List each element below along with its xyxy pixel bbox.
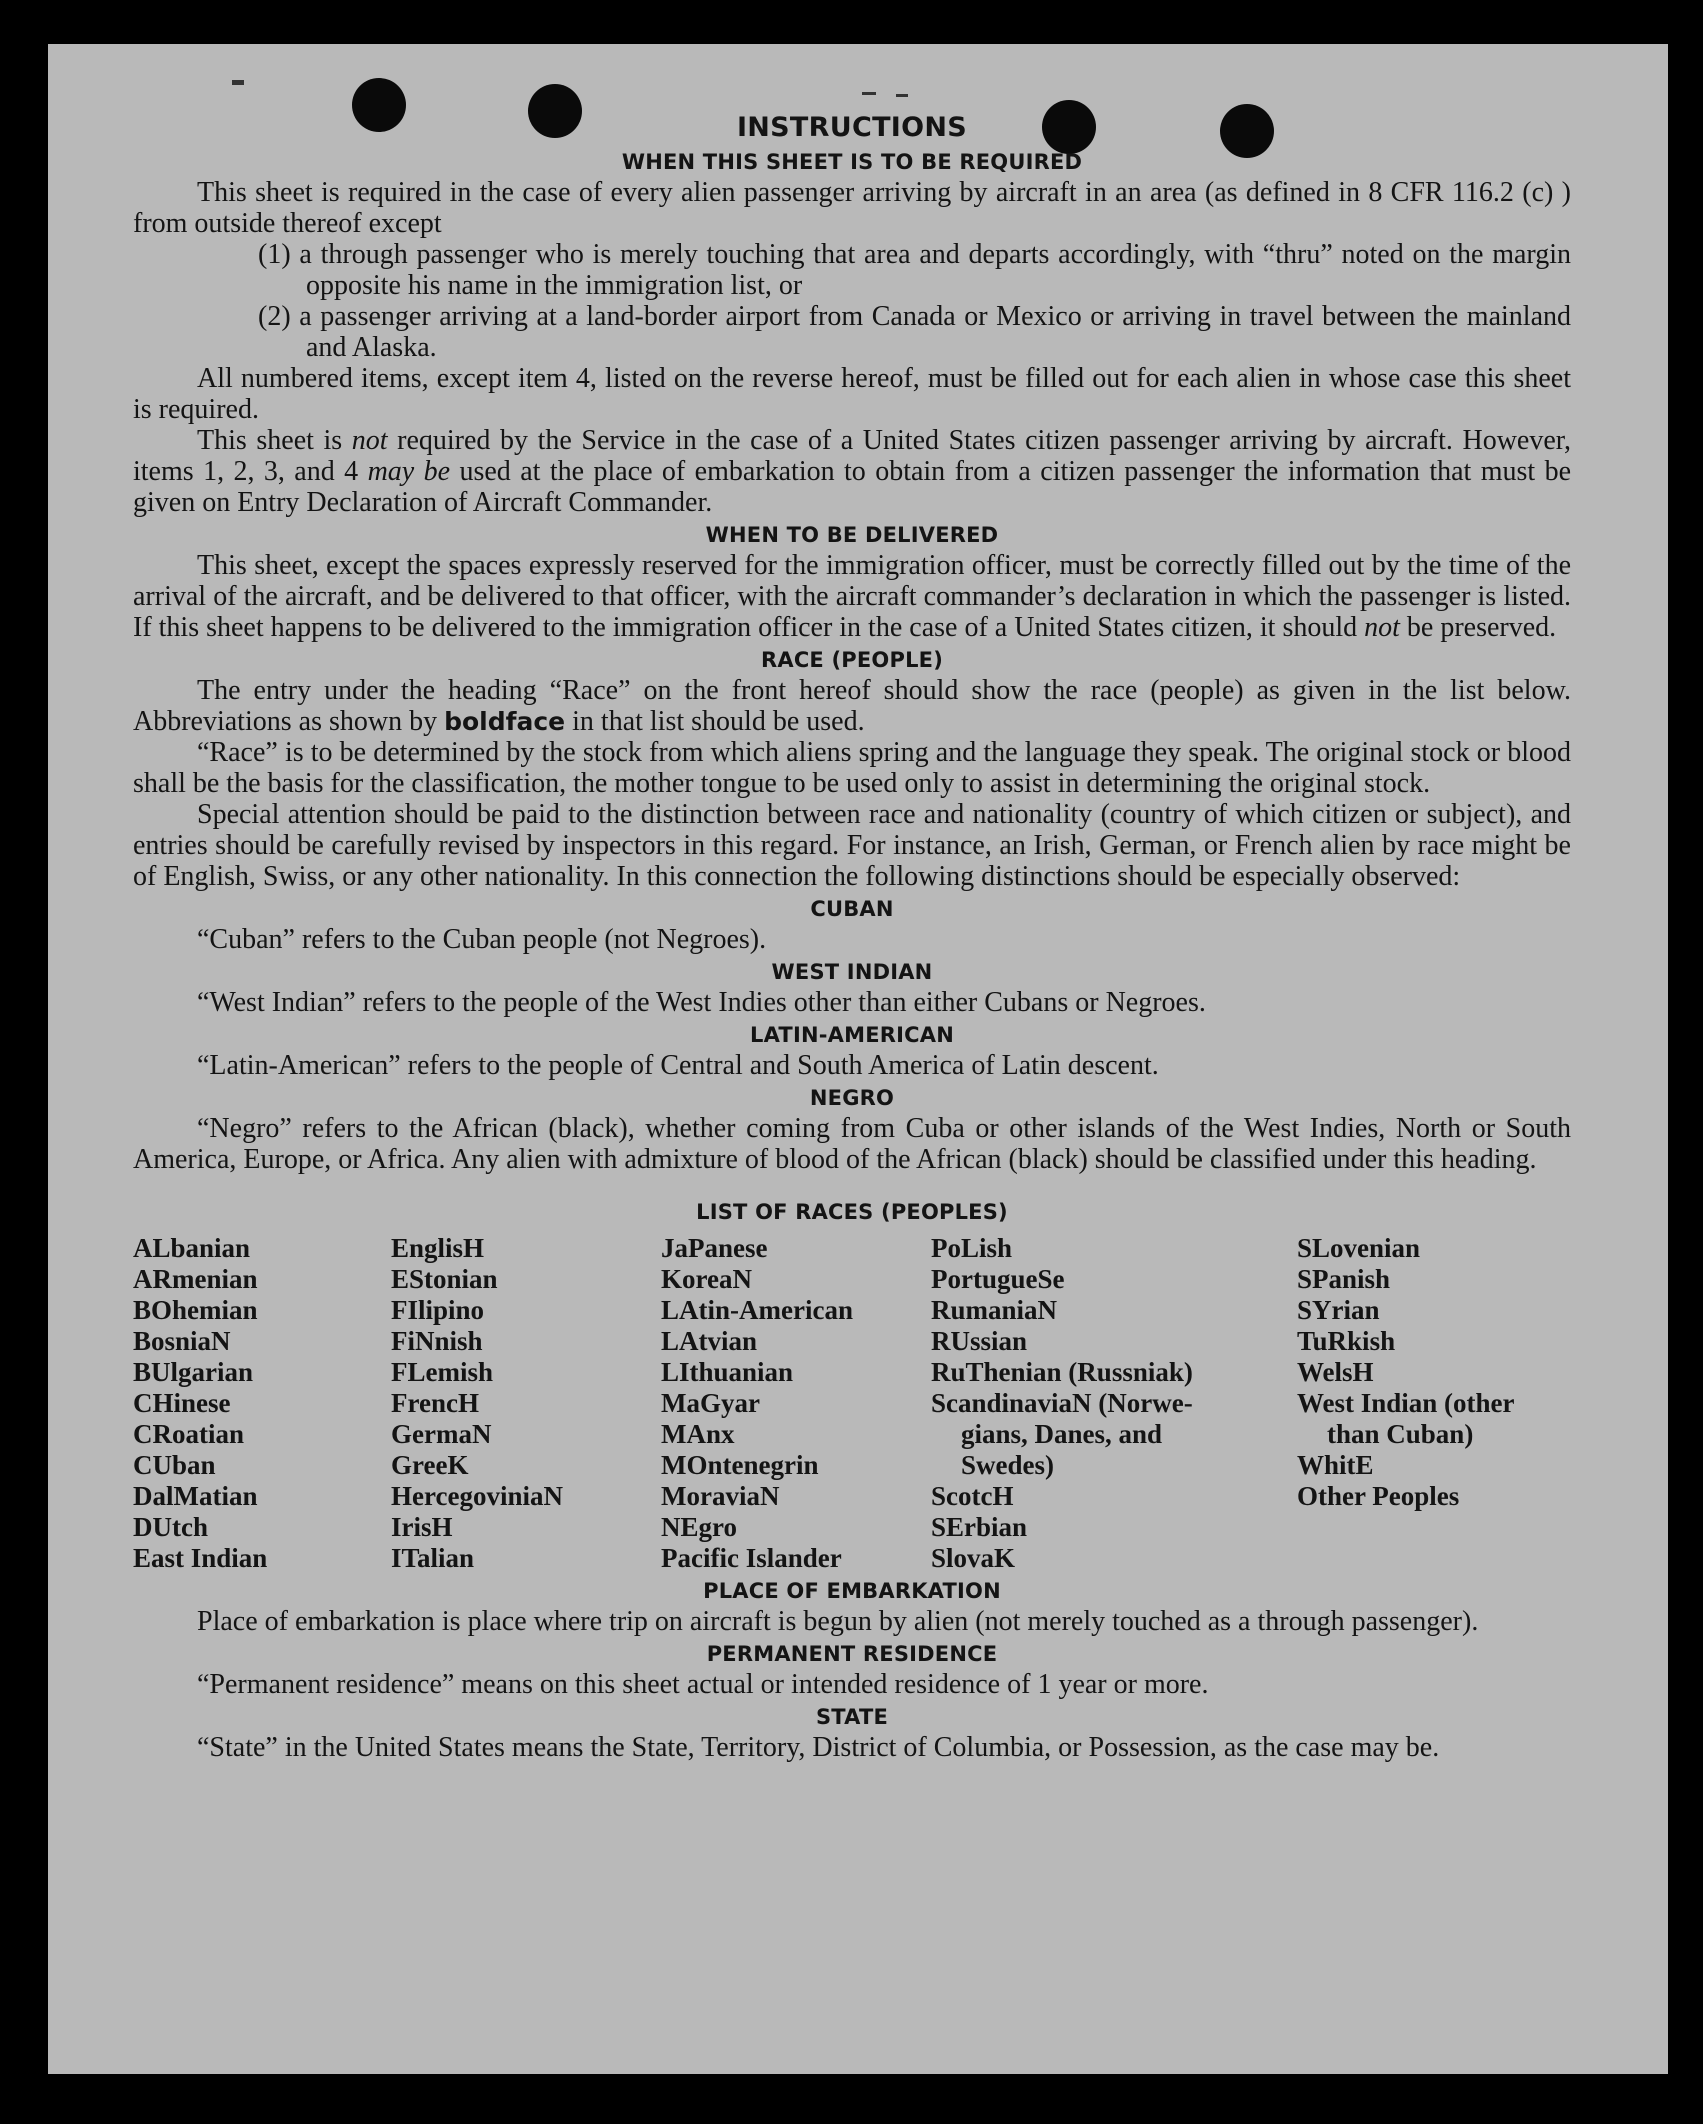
race-item: WhitE [1297,1450,1374,1480]
section-heading: LATIN-AMERICAN [750,1023,954,1047]
exception-item-2: (2) a passenger arriving at a land-border airport from Canada or Mexico or arriving in travel between the mainland and Alaska. [258,301,1571,363]
race-item: ARmenian [133,1264,258,1294]
paragraph-race-nationality: Special attention should be paid to the distinction between race and nationality (country of which citizen or subject), and entries should be carefully revised by inspectors in this regard. For instance, an Irish, German, or French alien by race might be of English, Swiss, or any other nationality. In this connection the following distinctions should be especially observed: [133,799,1571,892]
race-item: SLovenian [1297,1233,1421,1263]
races-column-1 [133,1233,391,1574]
ink-mark [862,92,876,95]
race-item: KoreaN [661,1264,752,1294]
race-item: MoraviaN [661,1481,780,1511]
race-item: RUssian [931,1326,1028,1356]
race-item: SlovaK [931,1543,1016,1573]
ink-mark [896,94,908,97]
paragraph-numbered-items: All numbered items, except item 4, listed on the reverse hereof, must be filled out for each alien in whose case this sheet is required. [133,363,1571,425]
race-item: SPanish [1297,1264,1391,1294]
race-item: FrencH [391,1388,479,1418]
section-heading: NEGRO [809,1086,895,1110]
race-item: CRoatian [133,1419,245,1449]
paragraph-race-entry: The entry under the heading “Race” on the front hereof should show the race (people) as given in the list below. Abbreviations as shown by boldface in that list should be used. [133,675,1571,737]
race-item: PoLish [931,1233,1013,1263]
section-heading: LIST OF RACES (PEOPLES) [696,1200,1008,1224]
race-item: West Indian (other [1297,1388,1515,1418]
race-item: ScotcH [931,1481,1014,1511]
race-item: SErbian [931,1512,1028,1542]
race-item: LAtvian [661,1326,758,1356]
definition-west-indian: “West Indian” refers to the people of the West Indies other than either Cubans or Negroes. [197,987,1206,1018]
instructions-content [133,112,1571,1763]
race-item: East Indian [133,1543,268,1573]
race-item: RumaniaN [931,1295,1058,1325]
race-item: DUtch [133,1512,208,1542]
race-item: FLemish [391,1357,494,1387]
race-item: GermaN [391,1419,492,1449]
race-item: HercegoviniaN [391,1481,563,1511]
race-item: FiNnish [391,1326,483,1356]
race-item: ITalian [391,1543,475,1573]
paragraph-requirement: This sheet is required in the case of every alien passenger arriving by aircraft in an area (as defined in 8 CFR 116.2 (c) ) from outside thereof except [133,177,1571,239]
section-heading: PERMANENT RESIDENCE [706,1642,998,1666]
section-heading: WEST INDIAN [771,960,933,984]
races-column-4 [931,1233,1297,1574]
races-column-3 [661,1233,931,1574]
race-item: FIlipino [391,1295,485,1325]
race-item: MaGyar [661,1388,760,1418]
definition-latin-american: “Latin-American” refers to the people of Central and South America of Latin descent. [197,1050,1159,1081]
race-item: WelsH [1297,1357,1374,1387]
race-item: JaPanese [661,1233,768,1263]
race-item: DalMatian [133,1481,258,1511]
definition-permanent-residence: “Permanent residence” means on this sheet actual or intended residence of 1 year or more. [197,1669,1209,1700]
page-title: INSTRUCTIONS [736,112,968,143]
race-item: LIthuanian [661,1357,794,1387]
section-heading: CUBAN [810,897,894,921]
definition-cuban: “Cuban” refers to the Cuban people (not Negroes). [197,924,767,955]
race-item: RuThenian (Russniak) [931,1357,1193,1387]
race-item: EStonian [391,1264,498,1294]
race-item: MAnx [661,1419,735,1449]
race-item: CHinese [133,1388,231,1418]
race-item: ALbanian [133,1233,251,1263]
races-table [133,1233,1571,1574]
race-item: GreeK [391,1450,469,1480]
race-item: BOhemian [133,1295,258,1325]
race-item: Other Peoples [1297,1481,1460,1511]
paragraph-race-definition: “Race” is to be determined by the stock from which aliens spring and the language they speak. The original stock or blood shall be the basis for the classification, the mother tongue to be used only to assist in determining the original stock. [133,737,1571,799]
race-item-continued: than Cuban) [1327,1419,1474,1449]
section-heading: STATE [815,1705,889,1729]
section-heading: RACE (PEOPLE) [761,648,943,672]
definition-state: “State” in the United States means the State, Territory, District of Columbia, or Possession, as the case may be. [197,1732,1440,1763]
race-item: SYrian [1297,1295,1380,1325]
section-heading: WHEN THIS SHEET IS TO BE REQUIRED [621,150,1083,174]
race-item: Pacific Islander [661,1543,842,1573]
race-item: EnglisH [391,1233,485,1263]
race-item: PortugueSe [931,1264,1065,1294]
race-item: IrisH [391,1512,453,1542]
definition-embarkation: Place of embarkation is place where trip on aircraft is begun by alien (not merely touched as a through passenger). [197,1606,1479,1637]
race-item: LAtin-American [661,1295,853,1325]
race-item: BosniaN [133,1326,231,1356]
race-item: BUlgarian [133,1357,254,1387]
race-item: ScandinaviaN (Norwe- [931,1388,1193,1418]
race-item-continued: gians, Danes, and [961,1419,1163,1449]
ink-mark [232,80,244,85]
race-item-continued: Swedes) [961,1450,1054,1480]
document-sheet [48,44,1668,2074]
section-heading: WHEN TO BE DELIVERED [705,523,999,547]
race-item: MOntenegrin [661,1450,819,1480]
races-column-2 [391,1233,661,1574]
definition-negro: “Negro” refers to the African (black), whether coming from Cuba or other islands of the West Indies, North or South America, Europe, or Africa. Any alien with admixture of blood of the African (black) should be classified under this heading. [133,1113,1571,1175]
race-item: TuRkish [1297,1326,1396,1356]
races-column-5 [1297,1233,1571,1574]
paragraph-citizen: This sheet is not required by the Service in the case of a United States citizen passenger arriving by aircraft. However, items 1, 2, 3, and 4 may be used at the place of embarkation to obtain from a citizen passenger the information that must be given on Entry Declaration of Aircraft Commander. [133,425,1572,518]
race-item: NEgro [661,1512,738,1542]
race-item: CUban [133,1450,216,1480]
exception-item-1: (1) a through passenger who is merely touching that area and departs accordingly, with “thru” noted on the margin opposite his name in the immigration list, or [258,239,1571,301]
paragraph-delivery: This sheet, except the spaces expressly reserved for the immigration officer, must be correctly filled out by the time of the arrival of the aircraft, and be delivered to that officer, with the aircraft commander’s declaration in which the passenger is listed. If this sheet happens to be delivered to the immigration officer in the case of a United States citizen, it should not be preserved. [133,550,1571,643]
section-heading: PLACE OF EMBARKATION [703,1579,1001,1603]
